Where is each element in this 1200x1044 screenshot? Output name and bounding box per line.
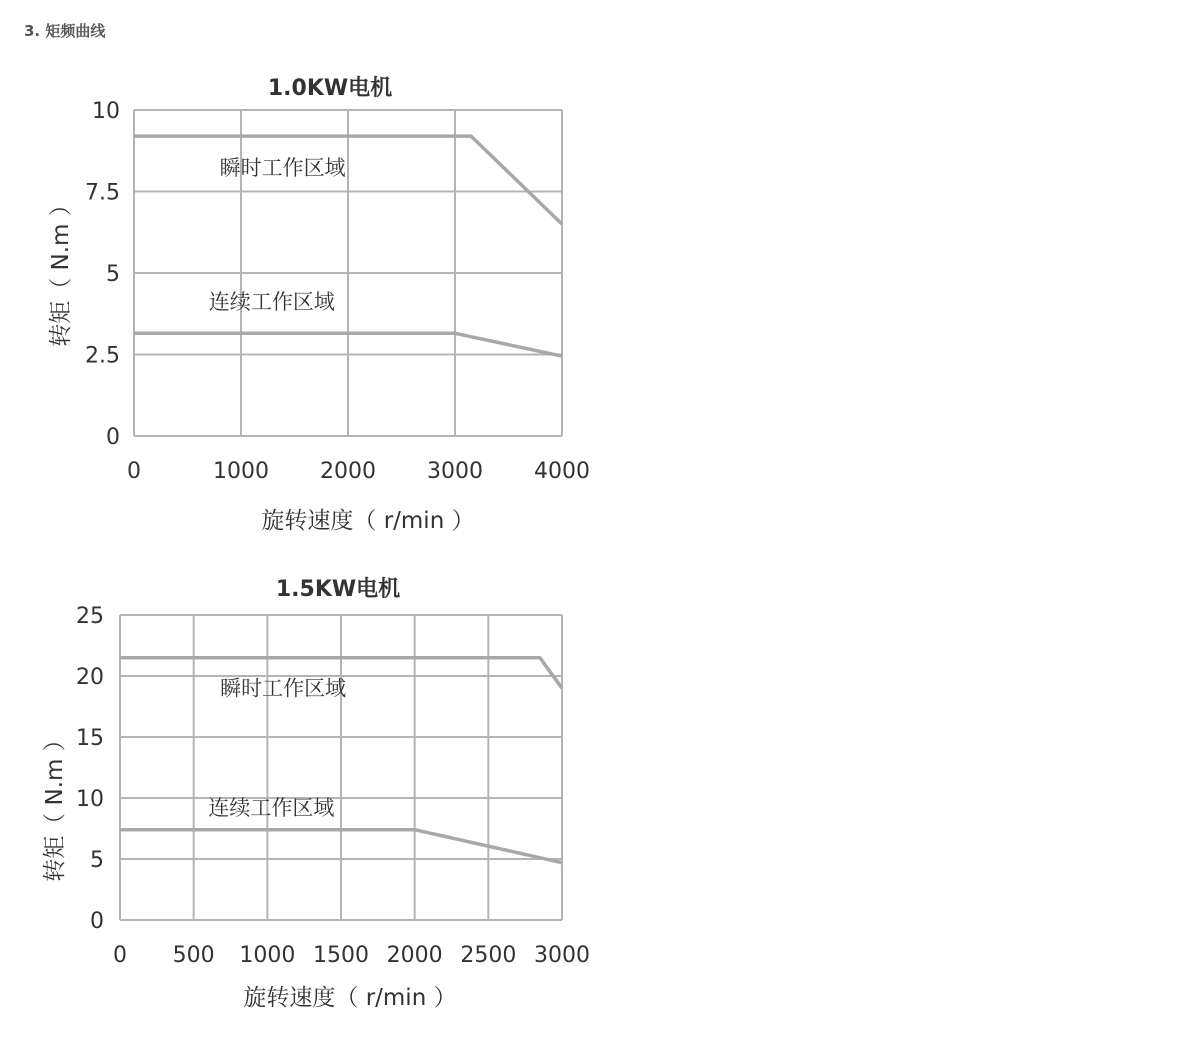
y-tick-label: 20: [76, 665, 104, 690]
torque-chart-15kw: [0, 565, 640, 1035]
x-axis-label: 旋转速度（ r/min ）: [243, 985, 457, 1011]
y-tick-label: 10: [76, 787, 104, 812]
region-label-continuous: 连续工作区域: [208, 289, 335, 314]
x-tick-label: 2000: [320, 459, 376, 484]
grid: [120, 615, 562, 920]
x-tick-labels: [127, 459, 590, 484]
chart-title: 1.0KW电机: [267, 76, 393, 101]
region-label-transient: 瞬时工作区域: [219, 156, 346, 181]
y-tick-label: 2.5: [85, 343, 120, 369]
x-tick-label: 2000: [386, 943, 443, 968]
torque-chart-1kw: [0, 60, 640, 550]
x-tick-label: 3000: [534, 943, 590, 968]
annotation-group: [208, 677, 346, 821]
y-tick-label: 7.5: [85, 180, 120, 206]
x-tick-label: 1000: [213, 459, 269, 484]
x-tick-label: 2500: [460, 943, 517, 968]
section-heading: 3. 矩频曲线: [24, 22, 106, 40]
x-tick-labels: [113, 943, 590, 968]
x-tick-label: 500: [172, 943, 215, 968]
y-tick-label: 5: [90, 848, 104, 873]
y-axis-label: 转矩（ N.m ）: [48, 193, 74, 347]
grid: [134, 110, 562, 436]
y-tick-labels: [76, 604, 104, 934]
annotation-group: [209, 156, 346, 314]
x-tick-label: 0: [113, 943, 127, 968]
region-label-transient: 瞬时工作区域: [220, 676, 347, 701]
y-axis-label: 转矩（ N.m ）: [42, 728, 68, 882]
y-tick-label: 15: [76, 726, 104, 751]
x-tick-label: 1000: [239, 943, 296, 968]
chart-title: 1.5KW电机: [275, 577, 401, 602]
x-tick-label: 0: [127, 459, 141, 484]
x-tick-label: 4000: [534, 459, 590, 484]
y-tick-label: 10: [92, 99, 120, 124]
y-tick-label: 0: [90, 909, 104, 934]
region-label-continuous: 连续工作区域: [208, 796, 335, 821]
y-tick-label: 5: [106, 262, 120, 287]
x-tick-label: 3000: [427, 459, 483, 484]
y-tick-label: 25: [76, 604, 104, 629]
x-tick-label: 1500: [313, 943, 369, 968]
y-tick-label: 0: [106, 425, 120, 450]
y-tick-labels: [85, 99, 120, 450]
x-axis-label: 旋转速度（ r/min ）: [261, 508, 475, 534]
